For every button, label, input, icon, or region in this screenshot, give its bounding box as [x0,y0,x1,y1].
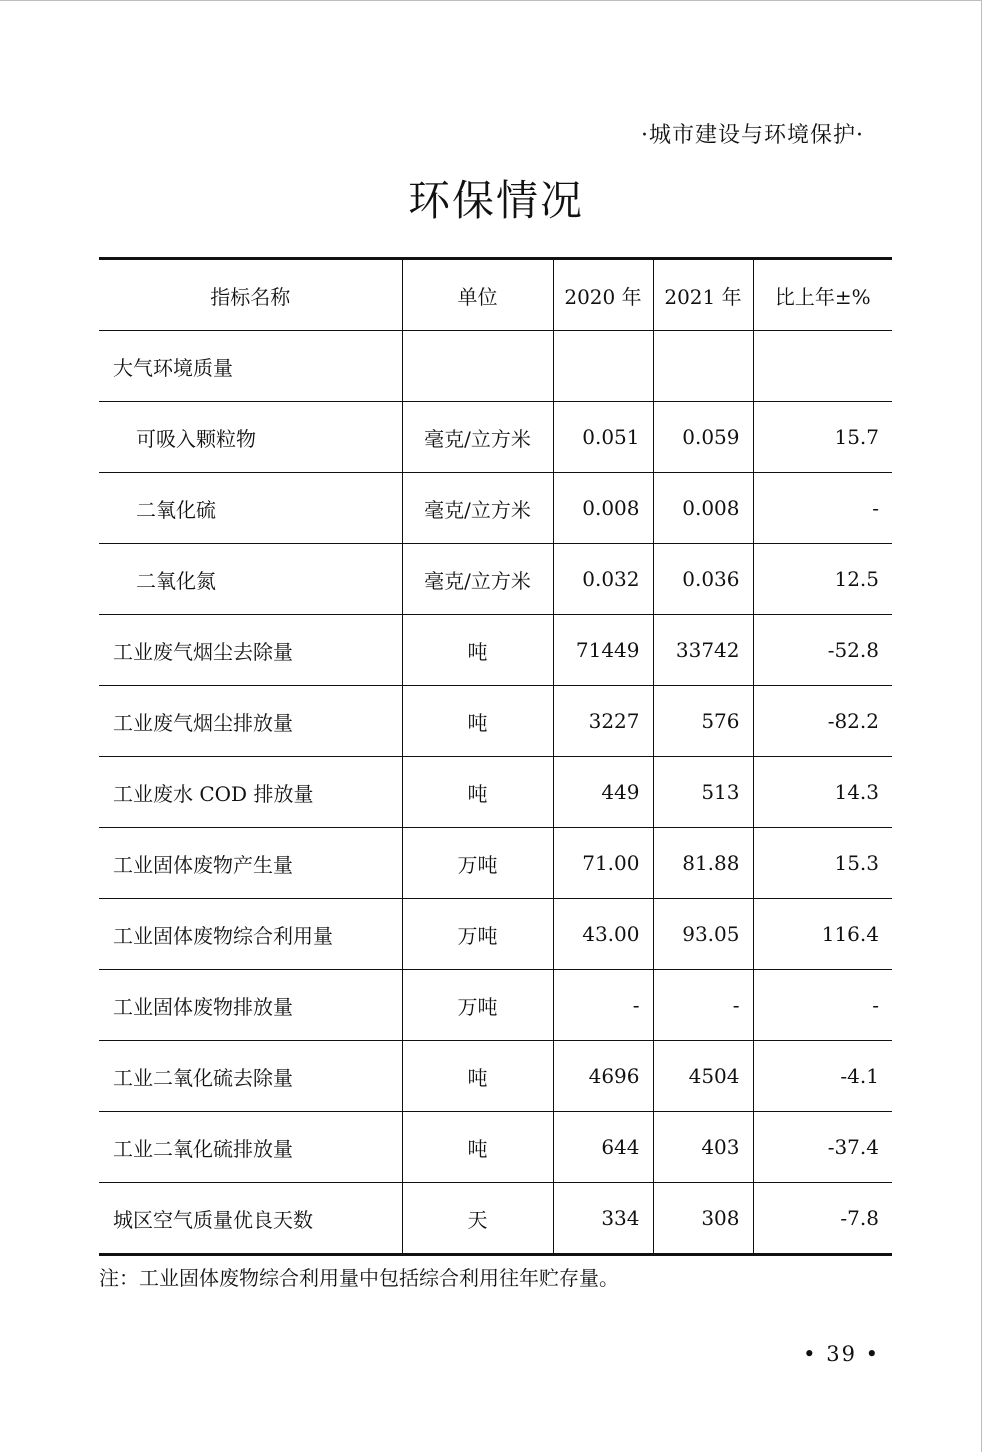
row-2021: 576 [653,686,753,757]
row-2021: 33742 [653,615,753,686]
table-row [99,1112,892,1183]
table-row [99,1183,892,1255]
row-2020: 0.008 [553,473,653,544]
table-row [99,828,892,899]
row-2021: 93.05 [653,899,753,970]
row-2021: 0.008 [653,473,753,544]
row-2021: 513 [653,757,753,828]
row-change: 12.5 [753,544,892,615]
section-header: ·城市建设与环境保护· [641,123,864,148]
row-change: 116.4 [753,899,892,970]
table-header-row [99,259,892,331]
table-note: 注：工业固体废物综合利用量中包括综合利用往年贮存量。 [99,1266,619,1290]
row-unit: 万吨 [402,828,553,899]
table-row [99,615,892,686]
row-2021: 0.036 [653,544,753,615]
row-change: -7.8 [753,1183,892,1255]
header-2020: 2020 年 [553,259,653,331]
row-unit: 天 [402,1183,553,1255]
row-name: 大气环境质量 [99,331,402,402]
row-2020: - [553,970,653,1041]
header-indicator: 指标名称 [99,259,402,331]
row-2020: 644 [553,1112,653,1183]
row-change: 15.3 [753,828,892,899]
row-name: 工业废气烟尘去除量 [99,615,402,686]
row-2020 [553,331,653,402]
header-unit: 单位 [402,259,553,331]
row-unit: 吨 [402,615,553,686]
row-change: -4.1 [753,1041,892,1112]
row-unit: 吨 [402,1041,553,1112]
row-name: 可吸入颗粒物 [99,402,402,473]
table-row [99,331,892,402]
row-change: - [753,970,892,1041]
table-row [99,686,892,757]
row-2020: 334 [553,1183,653,1255]
row-change: 14.3 [753,757,892,828]
row-2020: 4696 [553,1041,653,1112]
row-2020: 43.00 [553,899,653,970]
row-2021: 403 [653,1112,753,1183]
table-row [99,544,892,615]
row-unit: 毫克/立方米 [402,473,553,544]
page-title: 环保情况 [407,176,584,225]
row-2021: 308 [653,1183,753,1255]
header-2021: 2021 年 [653,259,753,331]
row-name: 工业固体废物产生量 [99,828,402,899]
row-name: 城区空气质量优良天数 [99,1183,402,1255]
row-change: -52.8 [753,615,892,686]
row-2020: 71.00 [553,828,653,899]
row-name: 工业废水 COD 排放量 [99,757,402,828]
row-2021: 4504 [653,1041,753,1112]
row-unit: 万吨 [402,899,553,970]
header-change: 比上年±% [753,259,892,331]
environment-table [99,257,892,1256]
row-unit: 吨 [402,1112,553,1183]
row-2020: 71449 [553,615,653,686]
row-2020: 3227 [553,686,653,757]
row-2021: 0.059 [653,402,753,473]
row-2020: 0.051 [553,402,653,473]
table-row [99,1041,892,1112]
row-2020: 0.032 [553,544,653,615]
row-2021: 81.88 [653,828,753,899]
table-row [99,970,892,1041]
row-2020: 449 [553,757,653,828]
row-unit: 吨 [402,686,553,757]
row-name: 工业废气烟尘排放量 [99,686,402,757]
row-unit: 万吨 [402,970,553,1041]
row-unit: 吨 [402,757,553,828]
row-unit: 毫克/立方米 [402,402,553,473]
row-change: -37.4 [753,1112,892,1183]
table-row [99,899,892,970]
row-name: 二氧化氮 [99,544,402,615]
table-row [99,473,892,544]
row-unit [402,331,553,402]
row-2021: - [653,970,753,1041]
row-change: -82.2 [753,686,892,757]
row-change: 15.7 [753,402,892,473]
table-row [99,757,892,828]
page-number: • 39 • [803,1342,880,1366]
row-change [753,331,892,402]
row-name: 二氧化硫 [99,473,402,544]
row-2021 [653,331,753,402]
row-unit: 毫克/立方米 [402,544,553,615]
row-name: 工业固体废物综合利用量 [99,899,402,970]
row-change: - [753,473,892,544]
table-row [99,402,892,473]
row-name: 工业固体废物排放量 [99,970,402,1041]
row-name: 工业二氧化硫排放量 [99,1112,402,1183]
row-name: 工业二氧化硫去除量 [99,1041,402,1112]
